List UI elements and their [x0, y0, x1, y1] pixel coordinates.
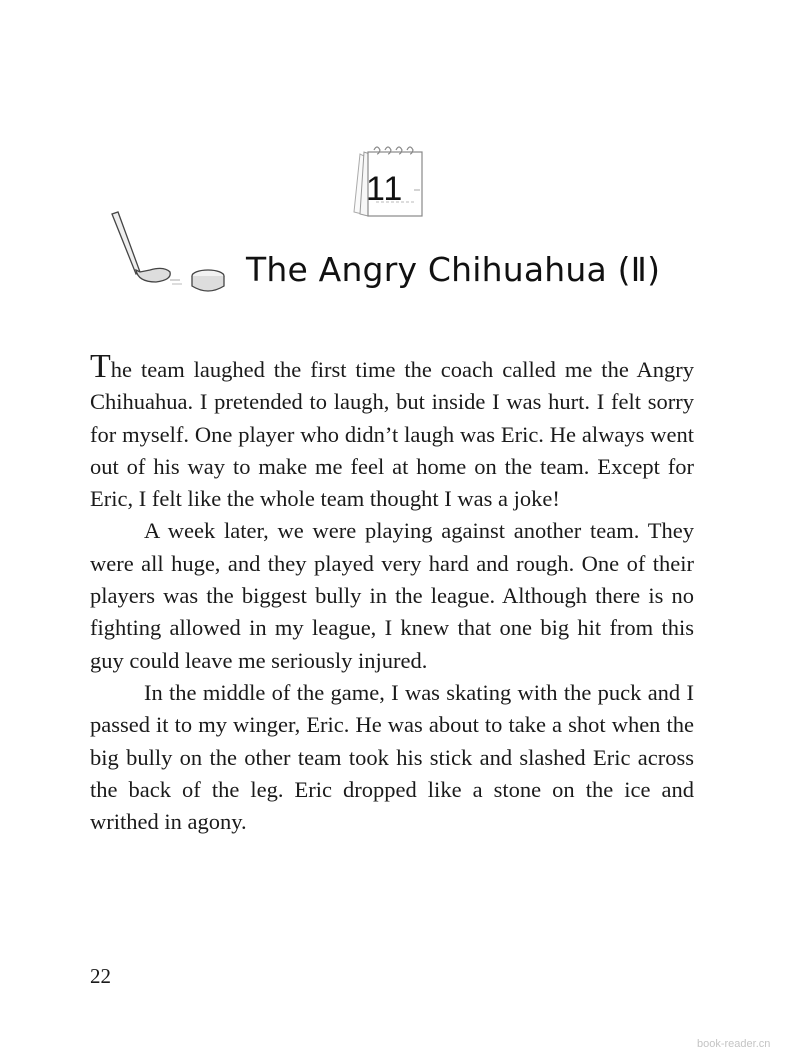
chapter-number: 11: [366, 170, 404, 208]
page-number: 22: [90, 964, 111, 988]
hockey-puck-icon: [192, 270, 224, 291]
watermark: book-reader.cn: [697, 1038, 771, 1050]
hockey-illustration: [108, 210, 238, 305]
paragraph: A week later, we were playing against another team. They were all huge, and they played very hard and rough. One of their players was the biggest bully in the league. Although there is no fighting allowed in my league, I knew that one big hit from this guy could leave me seriously injured.: [90, 518, 694, 673]
paragraph: The team laughed the first time the coach called me the Angry Chihuahua. I pretended to laugh, but inside I was hurt. I felt sorry for myself. One player who didn’t laugh was Eric. He always went out of his way to make me feel at home on the team. Except for Eric, I felt like the whole team thought I was a joke!: [90, 348, 694, 512]
drop-cap: T: [90, 348, 111, 385]
hockey-stick-icon: [112, 212, 182, 284]
chapter-body: [90, 348, 694, 838]
chapter-title: The Angry Chihuahua (Ⅱ): [246, 250, 661, 289]
paragraph: In the middle of the game, I was skating with the puck and I passed it to my winger, Eric. He was about to take a shot when the big bully on the other team took his stick and slashed Eric across the back of the leg. Eric dropped like a stone on the ice and writhed in agony.: [90, 679, 694, 835]
